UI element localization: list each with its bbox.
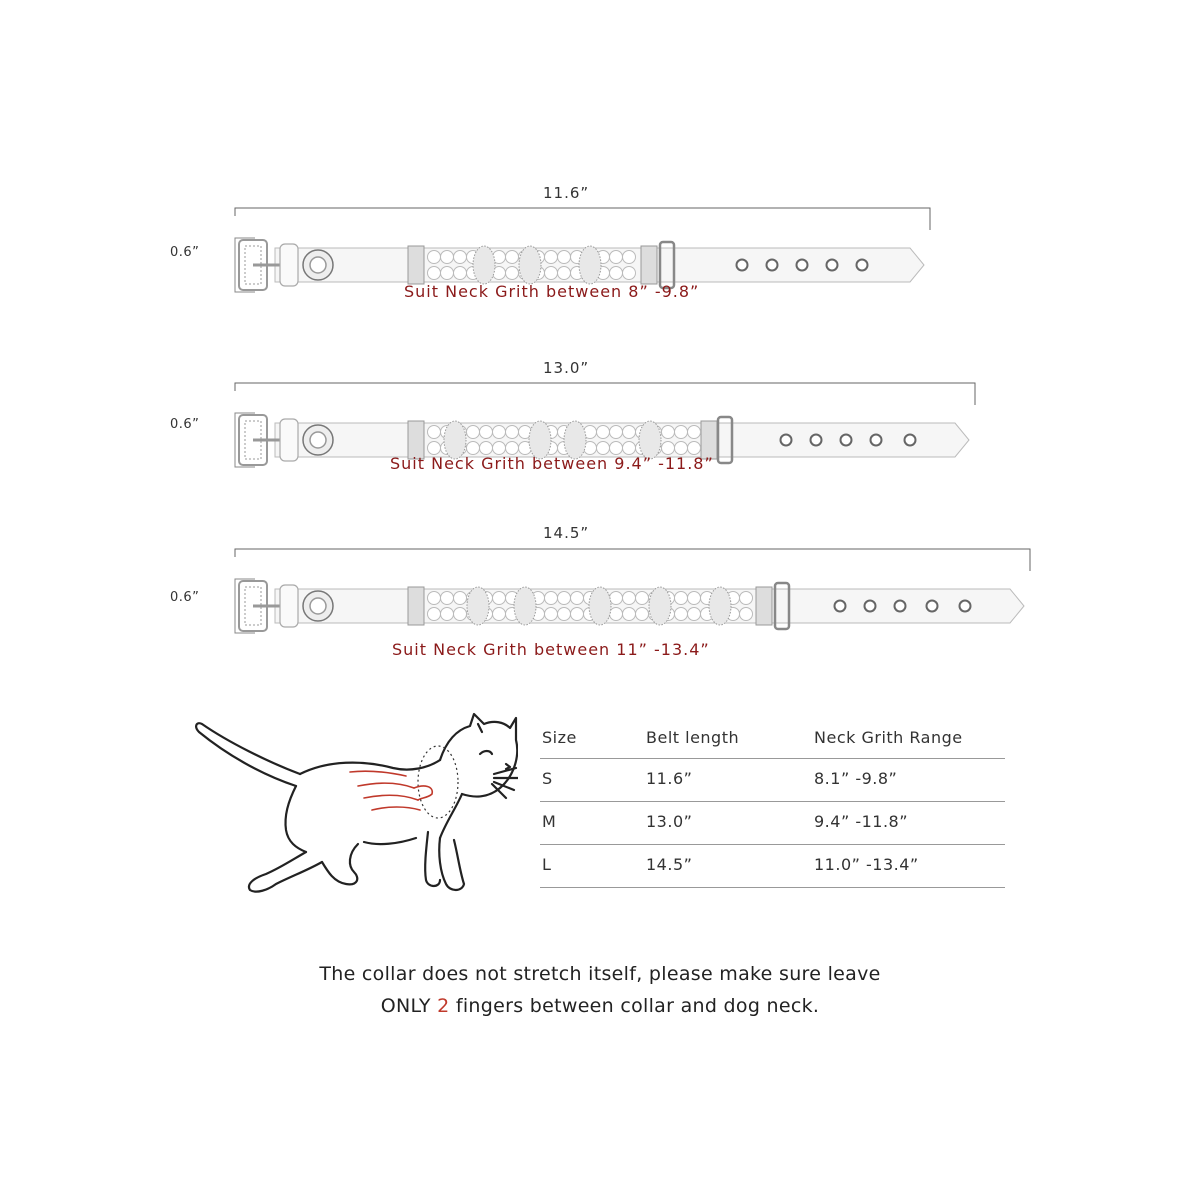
- table-cell-size: L: [542, 855, 552, 874]
- suit-neck-girth-text: Suit Neck Grith between 8” -9.8”: [404, 282, 700, 301]
- collar-length-label: 13.0”: [543, 359, 590, 377]
- table-header-cell: Size: [542, 728, 577, 747]
- fit-note: [0, 958, 1200, 1022]
- collar-width-label: 0.6”: [170, 417, 200, 432]
- fit-note-line-1: The collar does not stretch itself, please make sure leave: [319, 963, 881, 985]
- table-cell-neck-range: 9.4” -11.8”: [814, 812, 909, 831]
- table-header-row: [540, 720, 1005, 759]
- size-table: [540, 720, 1005, 888]
- collar-length-label: 14.5”: [543, 524, 590, 542]
- table-cell-size: S: [542, 769, 553, 788]
- table-cell-belt-length: 14.5”: [646, 855, 693, 874]
- collar-length-label: 11.6”: [543, 184, 590, 202]
- collar-large: [0, 522, 1200, 662]
- table-row: [540, 802, 1005, 845]
- fit-note-suffix: fingers between collar and dog neck.: [449, 995, 820, 1017]
- collar-width-label: 0.6”: [170, 245, 200, 260]
- collar-medium: [0, 355, 1200, 485]
- table-cell-belt-length: 13.0”: [646, 812, 693, 831]
- suit-neck-girth-text: Suit Neck Grith between 9.4” -11.8”: [390, 454, 714, 473]
- table-header-cell: Neck Grith Range: [814, 728, 963, 747]
- table-cell-neck-range: 8.1” -9.8”: [814, 769, 898, 788]
- suit-neck-girth-text: Suit Neck Grith between 11” -13.4”: [392, 640, 710, 659]
- table-cell-belt-length: 11.6”: [646, 769, 693, 788]
- table-cell-size: M: [542, 812, 557, 831]
- collar-width-label: 0.6”: [170, 590, 200, 605]
- table-row: [540, 759, 1005, 802]
- table-header-cell: Belt length: [646, 728, 740, 747]
- collar-small: [0, 180, 1200, 310]
- table-row: [540, 845, 1005, 888]
- table-cell-neck-range: 11.0” -13.4”: [814, 855, 919, 874]
- fit-note-prefix: ONLY: [380, 995, 438, 1017]
- fit-note-line-2: [0, 990, 1200, 1022]
- cat-illustration-icon: [188, 712, 518, 897]
- fit-note-highlight: 2: [437, 995, 450, 1017]
